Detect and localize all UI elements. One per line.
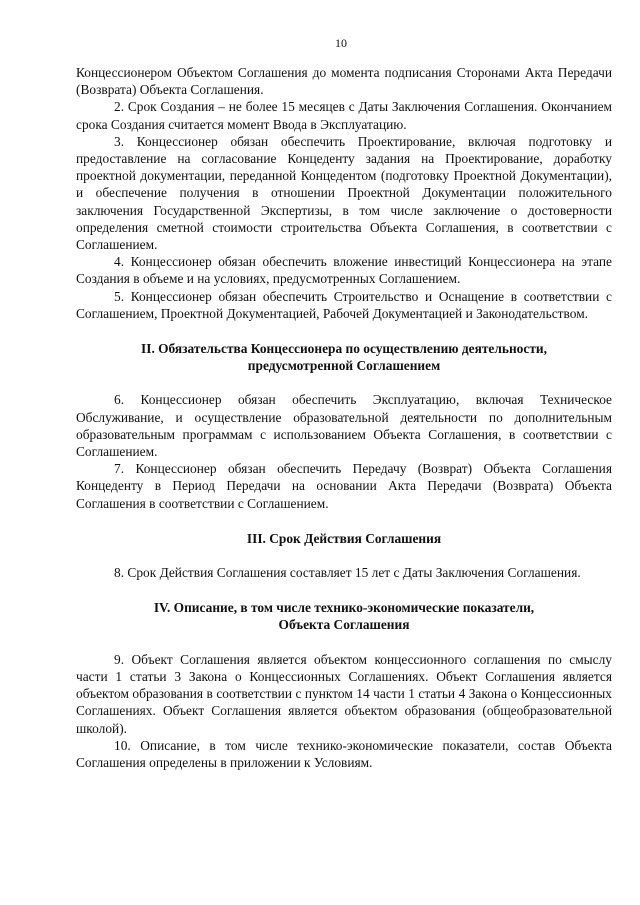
paragraph-8: 8. Срок Действия Соглашения составляет 15 лет с Даты Заключения Соглашения. [114, 565, 581, 581]
paragraph-2: 2. Срок Создания – не более 15 месяцев с Даты Заключения Соглашения. Окончанием срока Создания считается момент Ввода в Эксплуатацию. [76, 99, 612, 132]
paragraph-5: 5. Концессионер обязан обеспечить Строительство и Оснащение в соответствии с Соглашением, Проектной Документацией, Рабочей Документацией и Законодательством. [76, 288, 612, 321]
paragraph-continuation: Концессионером Объектом Соглашения до момента подписания Сторонами Акта Передачи (Возврата) Объекта Соглашения. [76, 65, 612, 98]
paragraph-3: 3. Концессионер обязан обеспечить Проектирование, включая подготовку и предоставление на согласование Концеденту задания на Проектирование, доработку проектной документации, переданной Концедентом (подготовку Проектной Документации), и обеспечение получения в отношении Проектной Документации положительного заключения Государственной Экспертизы, в том числе заключение о достоверности определения сметной стоимости строительства Объекта Соглашения, в соответствии с Соглашением. [76, 133, 612, 253]
paragraph-6: 6. Концессионер обязан обеспечить Эксплуатацию, включая Техническое Обслуживание, и осуществление образовательной деятельности по дополнительным образовательным программам с использованием Объекта Соглашения, в соответствии с Соглашением. [76, 392, 612, 460]
paragraph-4: 4. Концессионер обязан обеспечить вложение инвестиций Концессионера на этапе Создания в объеме и на условиях, предусмотренных Соглашением. [76, 254, 612, 287]
paragraph-9: 9. Объект Соглашения является объектом концессионного соглашения по смыслу части 1 статьи 3 Закона о Концессионных Соглашениях. Объект Соглашения является объектом образования в соответствии с пунктом 14 части 1 статьи 4 Закона о Концессионных Соглашениях. Объект Соглашения является объектом образования (общеобразовательной школой). [76, 651, 612, 736]
document-page [76, 36, 612, 771]
section-3-heading-line-1: III. Срок Действия Соглашения [246, 530, 442, 546]
paragraph-7: 7. Концессионер обязан обеспечить Передачу (Возврат) Объекта Соглашения Концеденту в Период Передачи на основании Акта Передачи (Возврата) Объекта Соглашения в соответствии с Соглашением. [76, 461, 612, 511]
section-2-heading [76, 340, 612, 374]
section-3-heading [76, 530, 612, 547]
section-4-heading-line-1: IV. Описание, в том числе технико-экономические показатели, [153, 600, 535, 616]
section-4-heading [76, 599, 612, 633]
section-2-heading-line-2: предусмотренной Соглашением [247, 358, 441, 374]
paragraph-10: 10. Описание, в том числе технико-экономические показатели, состав Объекта Соглашения определены в приложении к Условиям. [76, 737, 612, 770]
page-number: 10 [335, 36, 347, 50]
section-4-heading-line-2: Объекта Соглашения [278, 617, 410, 633]
section-2-heading-line-1: II. Обязательства Концессионера по осуществлению деятельности, [141, 341, 547, 357]
